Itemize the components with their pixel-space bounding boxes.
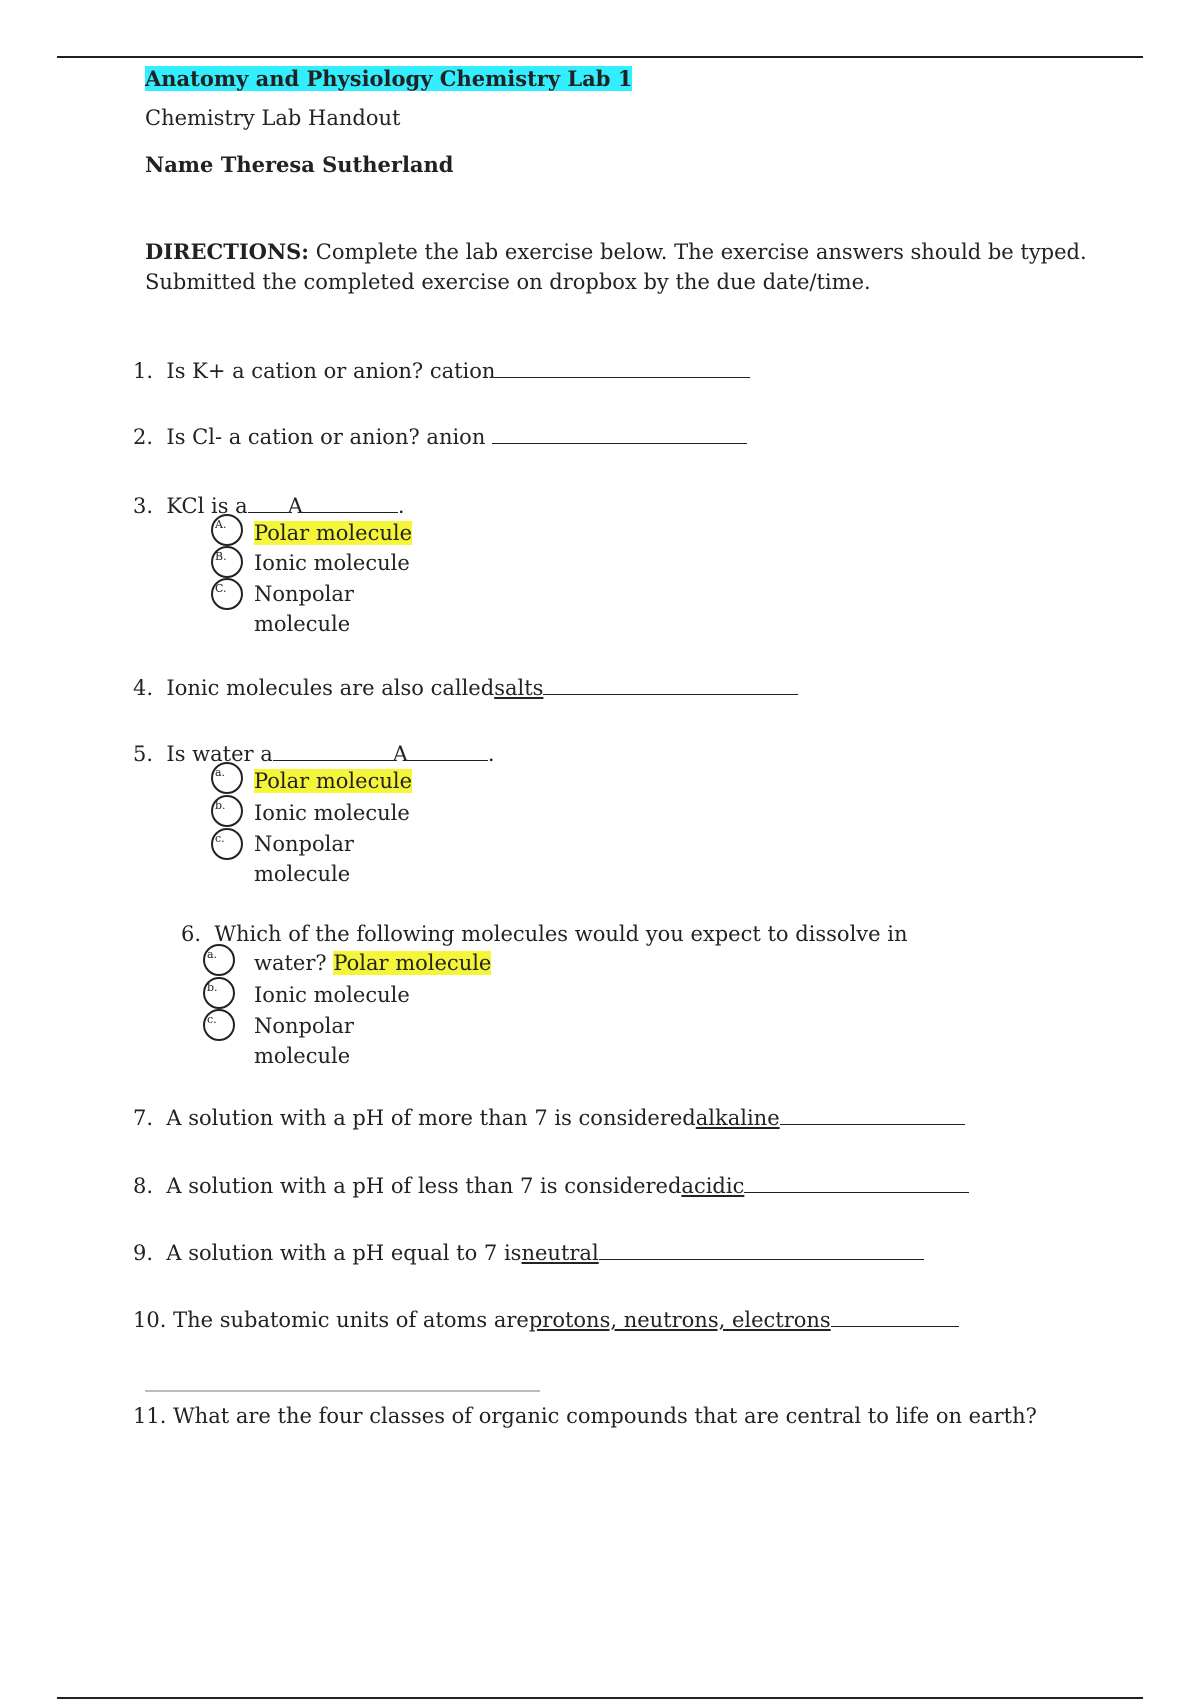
question-number: 7. [133, 1106, 154, 1130]
page-title: Anatomy and Physiology Chemistry Lab 1 [145, 66, 633, 91]
option-circle-c[interactable]: c. [211, 828, 243, 860]
question-text: The subatomic units of atoms are [173, 1308, 529, 1332]
answer-text: anion [426, 425, 486, 449]
answer-blank [303, 490, 398, 513]
answer-text: Polar molecule [333, 951, 492, 975]
question-text: What are the four classes of organic compounds that are central to life on earth? [173, 1404, 1037, 1428]
page-subtitle: Chemistry Lab Handout [145, 106, 401, 130]
question-number: 5. [133, 742, 154, 766]
directions-line-2: Submitted the completed exercise on dropbox by the due date/time. [145, 270, 871, 294]
option-label: Ionic molecule [254, 983, 410, 1007]
option-label: Polar molecule [254, 769, 413, 793]
question-text: A solution with a pH of more than 7 is considered [166, 1106, 696, 1130]
question-7 [133, 1102, 965, 1130]
top-rule [57, 56, 1143, 58]
question-text: Ionic molecules are also called [166, 676, 495, 700]
question-text: A solution with a pH equal to 7 is [166, 1241, 522, 1265]
question-4 [133, 672, 798, 700]
option-label: Nonpolar [254, 582, 354, 606]
option-circle-c[interactable]: C. [211, 578, 243, 610]
option-label: molecule [254, 612, 351, 636]
question-text: KCl is a [166, 494, 248, 518]
name-label: Name [145, 152, 214, 177]
directions-label: DIRECTIONS: [145, 239, 310, 264]
option-circle-c[interactable]: c. [203, 1009, 235, 1041]
question-5 [133, 738, 495, 766]
question-text: water? [254, 951, 327, 975]
question-text: Is K+ a cation or anion? [166, 359, 424, 383]
option-label: molecule [254, 862, 351, 886]
question-tail: . [397, 494, 405, 518]
option-label: molecule [254, 1044, 351, 1068]
question-number: 9. [133, 1241, 154, 1265]
question-text: Which of the following molecules would you expect to dissolve in [214, 922, 908, 946]
question-number: 11. [133, 1404, 167, 1428]
answer-text: protons, neutrons, electrons [528, 1308, 831, 1332]
question-10 [133, 1304, 959, 1332]
question-number: 8. [133, 1174, 154, 1198]
question-8 [133, 1170, 969, 1198]
answer-blank [492, 421, 747, 444]
question-6 [181, 922, 908, 946]
answer-blank [831, 1304, 959, 1327]
answer-blank [248, 490, 288, 513]
answer-blank [273, 738, 393, 761]
question-3 [133, 490, 405, 518]
answer-text: A [392, 742, 408, 766]
question-text: Is water a [166, 742, 273, 766]
question-1 [133, 355, 750, 383]
option-label: Polar molecule [254, 521, 413, 545]
question-number: 6. [181, 922, 202, 946]
answer-blank [780, 1102, 965, 1125]
answer-text: salts [494, 676, 544, 700]
answer-blank [543, 672, 798, 695]
option-circle-a[interactable]: a. [211, 762, 243, 794]
answer-blank [495, 355, 750, 378]
option-circle-b[interactable]: b. [203, 977, 235, 1009]
question-number: 10. [133, 1308, 167, 1332]
separator-line [145, 1390, 540, 1392]
option-label: Ionic molecule [254, 551, 410, 575]
answer-text: neutral [521, 1241, 599, 1265]
question-number: 2. [133, 425, 154, 449]
directions-line-1: Complete the lab exercise below. The exercise answers should be typed. [315, 240, 1087, 264]
bottom-rule [57, 1697, 1143, 1699]
answer-text: acidic [681, 1174, 745, 1198]
question-6-line-2 [254, 948, 491, 978]
student-name [145, 152, 454, 177]
option-circle-b[interactable]: b. [211, 795, 243, 827]
option-label: Nonpolar [254, 832, 354, 856]
answer-blank [599, 1237, 924, 1260]
option-label: Nonpolar [254, 1014, 354, 1038]
answer-text: A [287, 494, 303, 518]
option-circle-b[interactable]: B. [211, 546, 243, 578]
question-number: 1. [133, 359, 154, 383]
answer-blank [408, 738, 488, 761]
option-circle-a[interactable]: A. [211, 514, 243, 546]
question-number: 3. [133, 494, 154, 518]
question-number: 4. [133, 676, 154, 700]
answer-text: cation [429, 359, 496, 383]
answer-blank [744, 1170, 969, 1193]
option-label: Ionic molecule [254, 801, 410, 825]
question-text: Is Cl- a cation or anion? [166, 425, 420, 449]
question-11 [133, 1404, 1037, 1428]
option-circle-a[interactable]: a. [203, 944, 235, 976]
question-2 [133, 421, 747, 449]
question-tail: . [487, 742, 495, 766]
directions [145, 239, 1087, 264]
question-text: A solution with a pH of less than 7 is considered [166, 1174, 682, 1198]
answer-text: alkaline [695, 1106, 780, 1130]
name-value: Theresa Sutherland [220, 152, 454, 177]
question-9 [133, 1237, 924, 1265]
